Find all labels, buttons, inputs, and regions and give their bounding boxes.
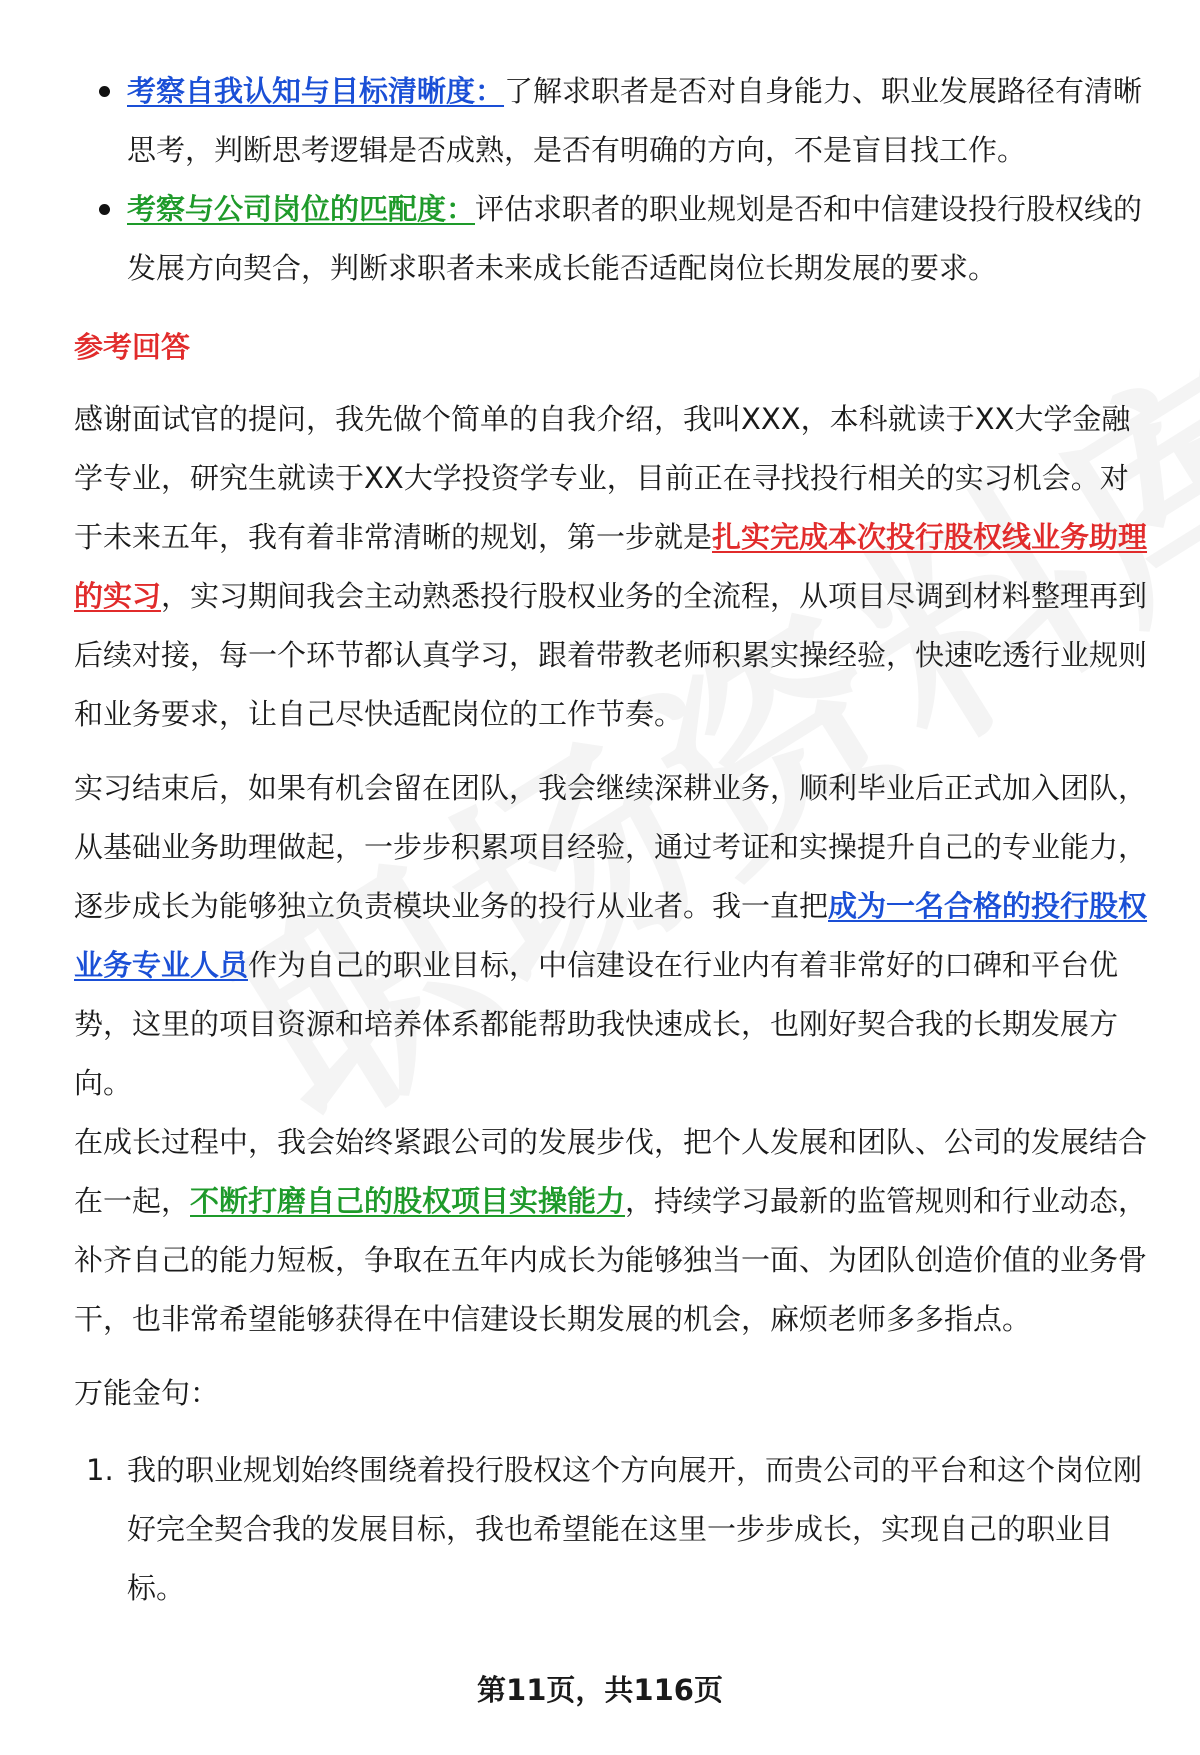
list-item <box>74 1441 1154 1618</box>
page-footer: 第11页，共116页 <box>477 1673 723 1707</box>
answer-paragraph-2 <box>74 759 1154 1113</box>
golden-sentence-list <box>74 1441 1154 1618</box>
answer-paragraph-1 <box>74 390 1154 744</box>
golden-sentence-text: 我的职业规划始终围绕着投行股权这个方向展开，而贵公司的平台和这个岗位刚好完全契合我的发展目标，我也希望能在这里一步步成长，实现自己的职业目标。 <box>127 1453 1143 1605</box>
highlight-text: 成为一名合格的投行股权业务专业人员 <box>74 889 1148 982</box>
paragraph-text: ，持续学习最新的监管规则和行业动态，补齐自己的能力短板，争取在五年内成长为能够独当一面、为团队创造价值的业务骨干，也非常希望能够获得在中信建设长期发展的机会，麻烦老师多多指点。 <box>74 1184 1148 1336</box>
paragraph-text: 作为自己的职业目标，中信建设在行业内有着非常好的口碑和平台优势，这里的项目资源和培养体系都能帮助我快速成长，也刚好契合我的长期发展方向。 <box>74 948 1119 1100</box>
list-item <box>74 180 1154 298</box>
bullet-keyword: 考察与公司岗位的匹配度： <box>127 192 476 226</box>
list-number: 1. <box>86 1453 114 1487</box>
criteria-list <box>74 62 1154 298</box>
paragraph-text: 在成长过程中，我会始终紧跟公司的发展步伐，把个人发展和团队、公司的发展结合在一起， <box>74 1125 1148 1218</box>
bullet-text: 了解求职者是否对自身能力、职业发展路径有清晰思考，判断思考逻辑是否成熟，是否有明确的方向，不是盲目找工作。 <box>127 74 1143 167</box>
list-item <box>74 62 1154 180</box>
paragraph-text: 实习结束后，如果有机会留在团队，我会继续深耕业务，顺利毕业后正式加入团队，从基础业务助理做起，一步步积累项目经验，通过考证和实操提升自己的专业能力，逐步成长为能够独立负责模块业务的投行从业者。我一直把 <box>74 771 1148 923</box>
answer-paragraph-3 <box>74 1113 1154 1349</box>
paragraph-text: 感谢面试官的提问，我先做个简单的自我介绍，我叫XXX，本科就读于XX大学金融学专业，研究生就读于XX大学投资学专业，目前正在寻找投行相关的实习机会。对于未来五年，我有着非常清晰的规划，第一步就是 <box>74 402 1131 554</box>
document-page <box>74 62 1154 1618</box>
section-title: 参考回答 <box>74 330 191 364</box>
highlight-text: 不断打磨自己的股权项目实操能力 <box>190 1184 626 1218</box>
golden-sentence-label: 万能金句： <box>74 1376 220 1410</box>
paragraph-text: ，实习期间我会主动熟悉投行股权业务的全流程，从项目尽调到材料整理再到后续对接，每一个环节都认真学习，跟着带教老师积累实操经验，快速吃透行业规则和业务要求，让自己尽快适配岗位的工作节奏。 <box>74 579 1148 731</box>
bullet-keyword: 考察自我认知与目标清晰度： <box>127 74 505 108</box>
bullet-text: 评估求职者的职业规划是否和中信建设投行股权线的发展方向契合，判断求职者未来成长能否适配岗位长期发展的要求。 <box>127 192 1143 285</box>
highlight-text: 扎实完成本次投行股权线业务助理的实习 <box>74 520 1148 613</box>
